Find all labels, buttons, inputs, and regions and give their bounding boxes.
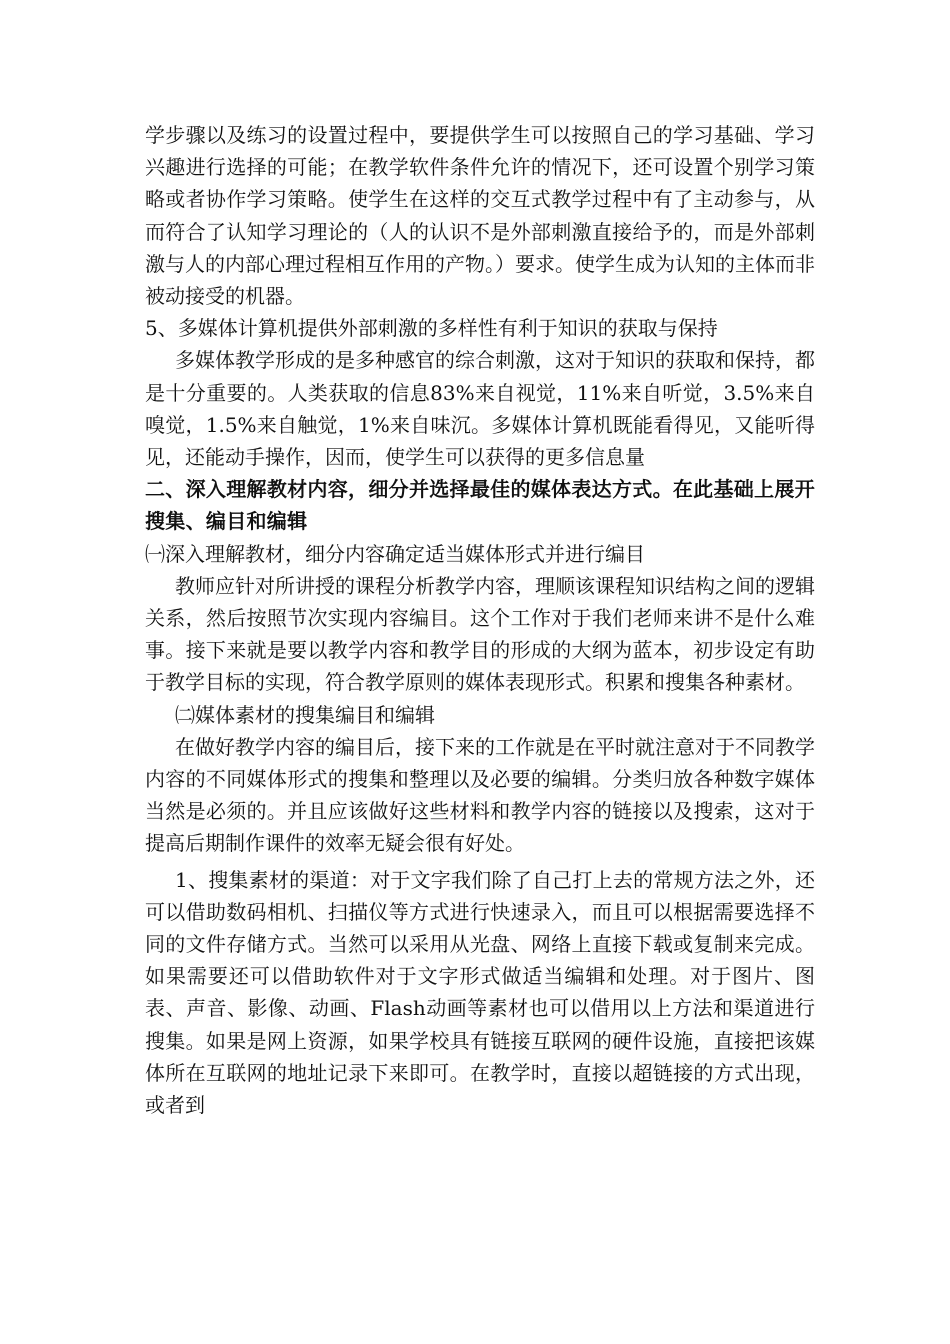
subsection-heading-2: ㈡媒体素材的搜集编目和编辑 xyxy=(175,702,435,727)
paragraph-continuation: 学步骤以及练习的设置过程中，要提供学生可以按照自己的学习基础、学习兴趣进行选择的可能；在教学软件条件允许的情况下，还可设置个别学习策略或者协作学习策略。使学生在这样的交互式教学过程中有了主动参与，从而符合了认知学习理论的（人的认识不是外部刺激直接给予的，而是外部刺激与人的内部心理过程相互作用的产物。）要求。使学生成为认知的主体而非被动接受的机器。 xyxy=(145,123,815,309)
paragraph-teaching-content: 教师应针对所讲授的课程分析教学内容，理顺该课程知识结构之间的逻辑关系，然后按照节次实现内容编目。这个工作对于我们老师来讲不是什么难事。接下来就是要以教学内容和教学目的形成的大纲为蓝本，初步设定有助于教学目标的实现，符合教学原则的媒体表现形式。积累和搜集各种素材。 xyxy=(145,573,815,695)
paragraph-collection-channels: 1、搜集素材的渠道：对于文字我们除了自己打上去的常规方法之外，还可以借助数码相机、扫描仪等方式进行快速录入，而且可以根据需要选择不同的文件存储方式。当然可以采用从光盘、网络上直接下载或复制来完成。如果需要还可以借助软件对于文字形式做适当编辑和处理。对于图片、图表、声音、影像、动画、Flash动画等素材也可以借用以上方法和渠道进行搜集。如果是网上资源，如果学校具有链接互联网的硬件设施，直接把该媒体所在互联网的地址记录下来即可。在教学时，直接以超链接的方式出现，或者到 xyxy=(145,867,815,1118)
subsection-heading-1: ㈠深入理解教材，细分内容确定适当媒体形式并进行编目 xyxy=(145,541,645,566)
paragraph-media-collection: 在做好教学内容的编目后，接下来的工作就是在平时就注意对于不同教学内容的不同媒体形式的搜集和整理以及必要的编辑。分类归放各种数字媒体当然是必须的。并且应该做好这些材料和教学内容的链接以及搜索，这对于提高后期制作课件的效率无疑会很有好处。 xyxy=(145,734,815,856)
document-page xyxy=(145,119,815,1121)
section-item-5: 5、多媒体计算机提供外部刺激的多样性有利于知识的获取与保持 xyxy=(145,316,718,341)
paragraph-multimedia-stimulus: 多媒体教学形成的是多种感官的综合刺激，这对于知识的获取和保持，都是十分重要的。人类获取的信息83%来自视觉，11%来自听觉，3.5%来自嗅觉，1.5%来自触觉，1%来自味沉。多媒体计算机既能看得见，又能听得见，还能动手操作，因而，使学生可以获得的更多信息量 xyxy=(145,348,815,470)
section-heading-2: 二、深入理解教材内容，细分并选择最佳的媒体表达方式。在此基础上展开搜集、编目和编辑 xyxy=(145,477,815,534)
